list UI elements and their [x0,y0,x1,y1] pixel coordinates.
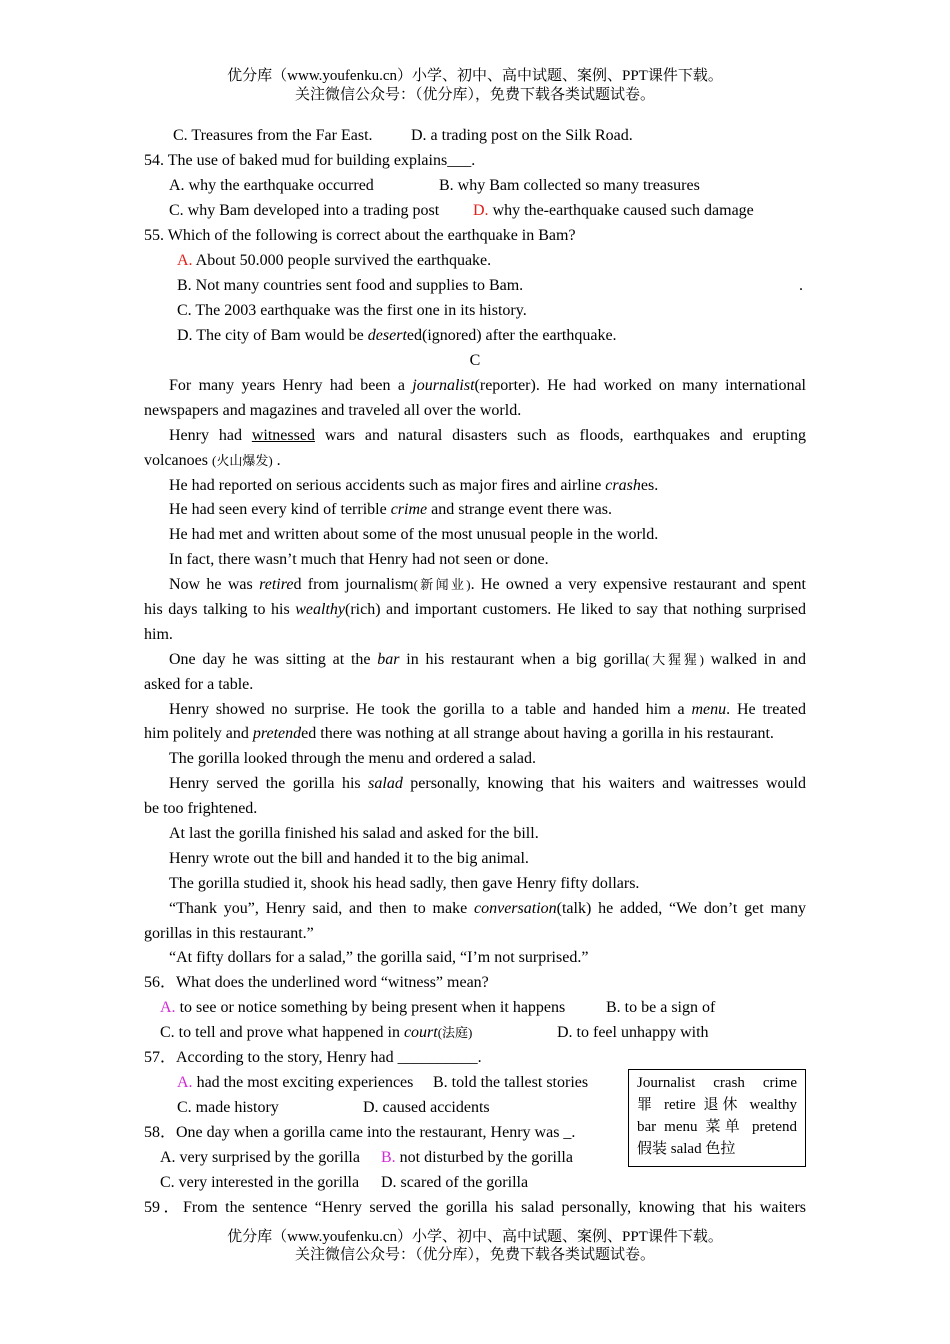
section-heading: C [469,352,481,369]
q57-answer-mark: A. [177,1074,193,1091]
passage-line: The gorilla studied it, shook his head sadly, then gave Henry fifty dollars. [169,875,640,892]
passage-line: newspapers and magazines and traveled all over the world. [144,402,522,419]
passage-line: Now he was retired from journalism(新闻业). He owned a very expensive restaurant and spent [169,576,806,593]
q54-option-a: A. why the earthquake occurred [169,177,374,194]
passage-line: Henry showed no surprise. He took the gorilla to a table and handed him a menu. He treated [169,701,807,718]
passage-line: He had reported on serious accidents such as major fires and airline crashes. [169,477,659,494]
q54-option-b: B. why Bam collected so many treasures [439,177,700,194]
passage-line: his days talking to his wealthy(rich) and important customers. He liked to say that nothing surprised [144,601,806,618]
passage-line: He had seen every kind of terrible crime and strange event there was. [169,501,612,518]
passage-line: asked for a table. [144,676,254,693]
q54-option-c: C. why Bam developed into a trading post [169,202,440,219]
q54-answer-mark: D. [473,202,489,219]
q55-option-b-dot: . [799,277,803,294]
vocabulary-line: Journalist crash crime [637,1075,797,1091]
passage-line: Henry wrote out the bill and handed it to the big animal. [169,850,529,867]
passage-line: gorillas in this restaurant.” [144,925,314,942]
passage-line: At last the gorilla finished his salad and asked for the bill. [169,825,539,842]
q58-option-d: D. scared of the gorilla [381,1174,529,1191]
passage-line: volcanoes (火山爆发) . [144,452,281,469]
page-footer-line-1: 优分库（www.youfenku.cn）小学、初中、高中试题、案例、PPT课件下载。 [227,1229,723,1245]
passage-line: “At fifty dollars for a salad,” the gorilla said, “I’m not surprised.” [169,949,589,966]
q57-option-d: D. caused accidents [363,1099,490,1116]
vocabulary-line: 假装 salad 色拉 [637,1141,736,1157]
q59-stem: 59．From the sentence “Henry served the gorilla his salad personally, knowing that his waiters [144,1199,806,1216]
page-header-line-2: 关注微信公众号：（优分库），免费下载各类试题试卷。 [294,87,655,103]
passage-line: In fact, there wasn’t much that Henry had not seen or done. [169,551,549,568]
passage-line: One day he was sitting at the bar in his restaurant when a big gorilla(大猩猩) walked in and [169,651,807,668]
page-footer-line-2: 关注微信公众号：（优分库），免费下载各类试题试卷。 [294,1247,655,1263]
passage-line: Henry had witnessed wars and natural disasters such as floods, earthquakes and erupting [169,427,806,444]
q57-option-b: B. told the tallest stories [433,1074,589,1091]
q56-option-c: C. to tell and prove what happened in court(法庭) [160,1024,473,1041]
q55-answer-mark: A. [177,252,193,269]
q55-option-a: A. About 50.000 people survived the earthquake. [177,252,492,269]
q56-answer-mark: A. [160,999,176,1016]
q57-option-a: A. had the most exciting experiences [177,1074,414,1091]
passage-line: He had met and written about some of the most unusual people in the world. [169,526,659,543]
q56-option-d: D. to feel unhappy with [557,1024,709,1041]
q55-option-b: B. Not many countries sent food and supplies to Bam. [177,277,524,294]
q54-option-d: D. why the-earthquake caused such damage [473,202,754,219]
passage-line: For many years Henry had been a journalist(reporter). He had worked on many international [169,377,807,394]
q58-option-b: B. not disturbed by the gorilla [381,1149,573,1166]
q56-option-a: A. to see or notice something by being present when it happens [160,999,566,1016]
page-header-line-1: 优分库（www.youfenku.cn）小学、初中、高中试题、案例、PPT课件下载。 [227,68,723,84]
q53-option-c: C. Treasures from the Far East. [173,127,373,144]
q55-stem: 55. Which of the following is correct about the earthquake in Bam? [144,227,576,244]
q57-option-c: C. made history [177,1099,279,1116]
q58-stem: 58．One day when a gorilla came into the restaurant, Henry was _. [144,1124,576,1141]
q58-option-c: C. very interested in the gorilla [160,1174,360,1191]
q56-option-b: B. to be a sign of [606,999,716,1016]
q55-option-c: C. The 2003 earthquake was the first one in its history. [177,302,527,319]
vocabulary-line: bar menu 菜单 pretend [637,1119,797,1135]
q54-stem: 54. The use of baked mud for building explains___. [144,152,476,169]
q53-option-d: D. a trading post on the Silk Road. [411,127,633,144]
passage-line: Henry served the gorilla his salad personally, knowing that his waiters and waitresses would [169,775,806,792]
passage-line: him. [144,626,173,643]
passage-line: The gorilla looked through the menu and ordered a salad. [169,750,536,767]
vocabulary-line: 罪 retire 退休 wealthy [637,1097,797,1113]
q58-answer-mark: B. [381,1149,396,1166]
underlined-word-witnessed: witnessed [251,427,315,444]
q57-stem: 57．According to the story, Henry had __________. [144,1049,482,1066]
passage-line: be too frightened. [144,800,258,817]
passage-line: “Thank you”, Henry said, and then to make conversation(talk) he added, “We don’t get many [169,900,806,917]
q58-option-a: A. very surprised by the gorilla [160,1149,360,1166]
q56-stem: 56．What does the underlined word “witness” mean? [144,974,489,991]
q55-option-d: D. The city of Bam would be deserted(ignored) after the earthquake. [177,327,617,344]
passage-line: him politely and pretended there was nothing at all strange about having a gorilla in his restaurant. [144,725,774,742]
vocabulary-box [628,1069,806,1167]
